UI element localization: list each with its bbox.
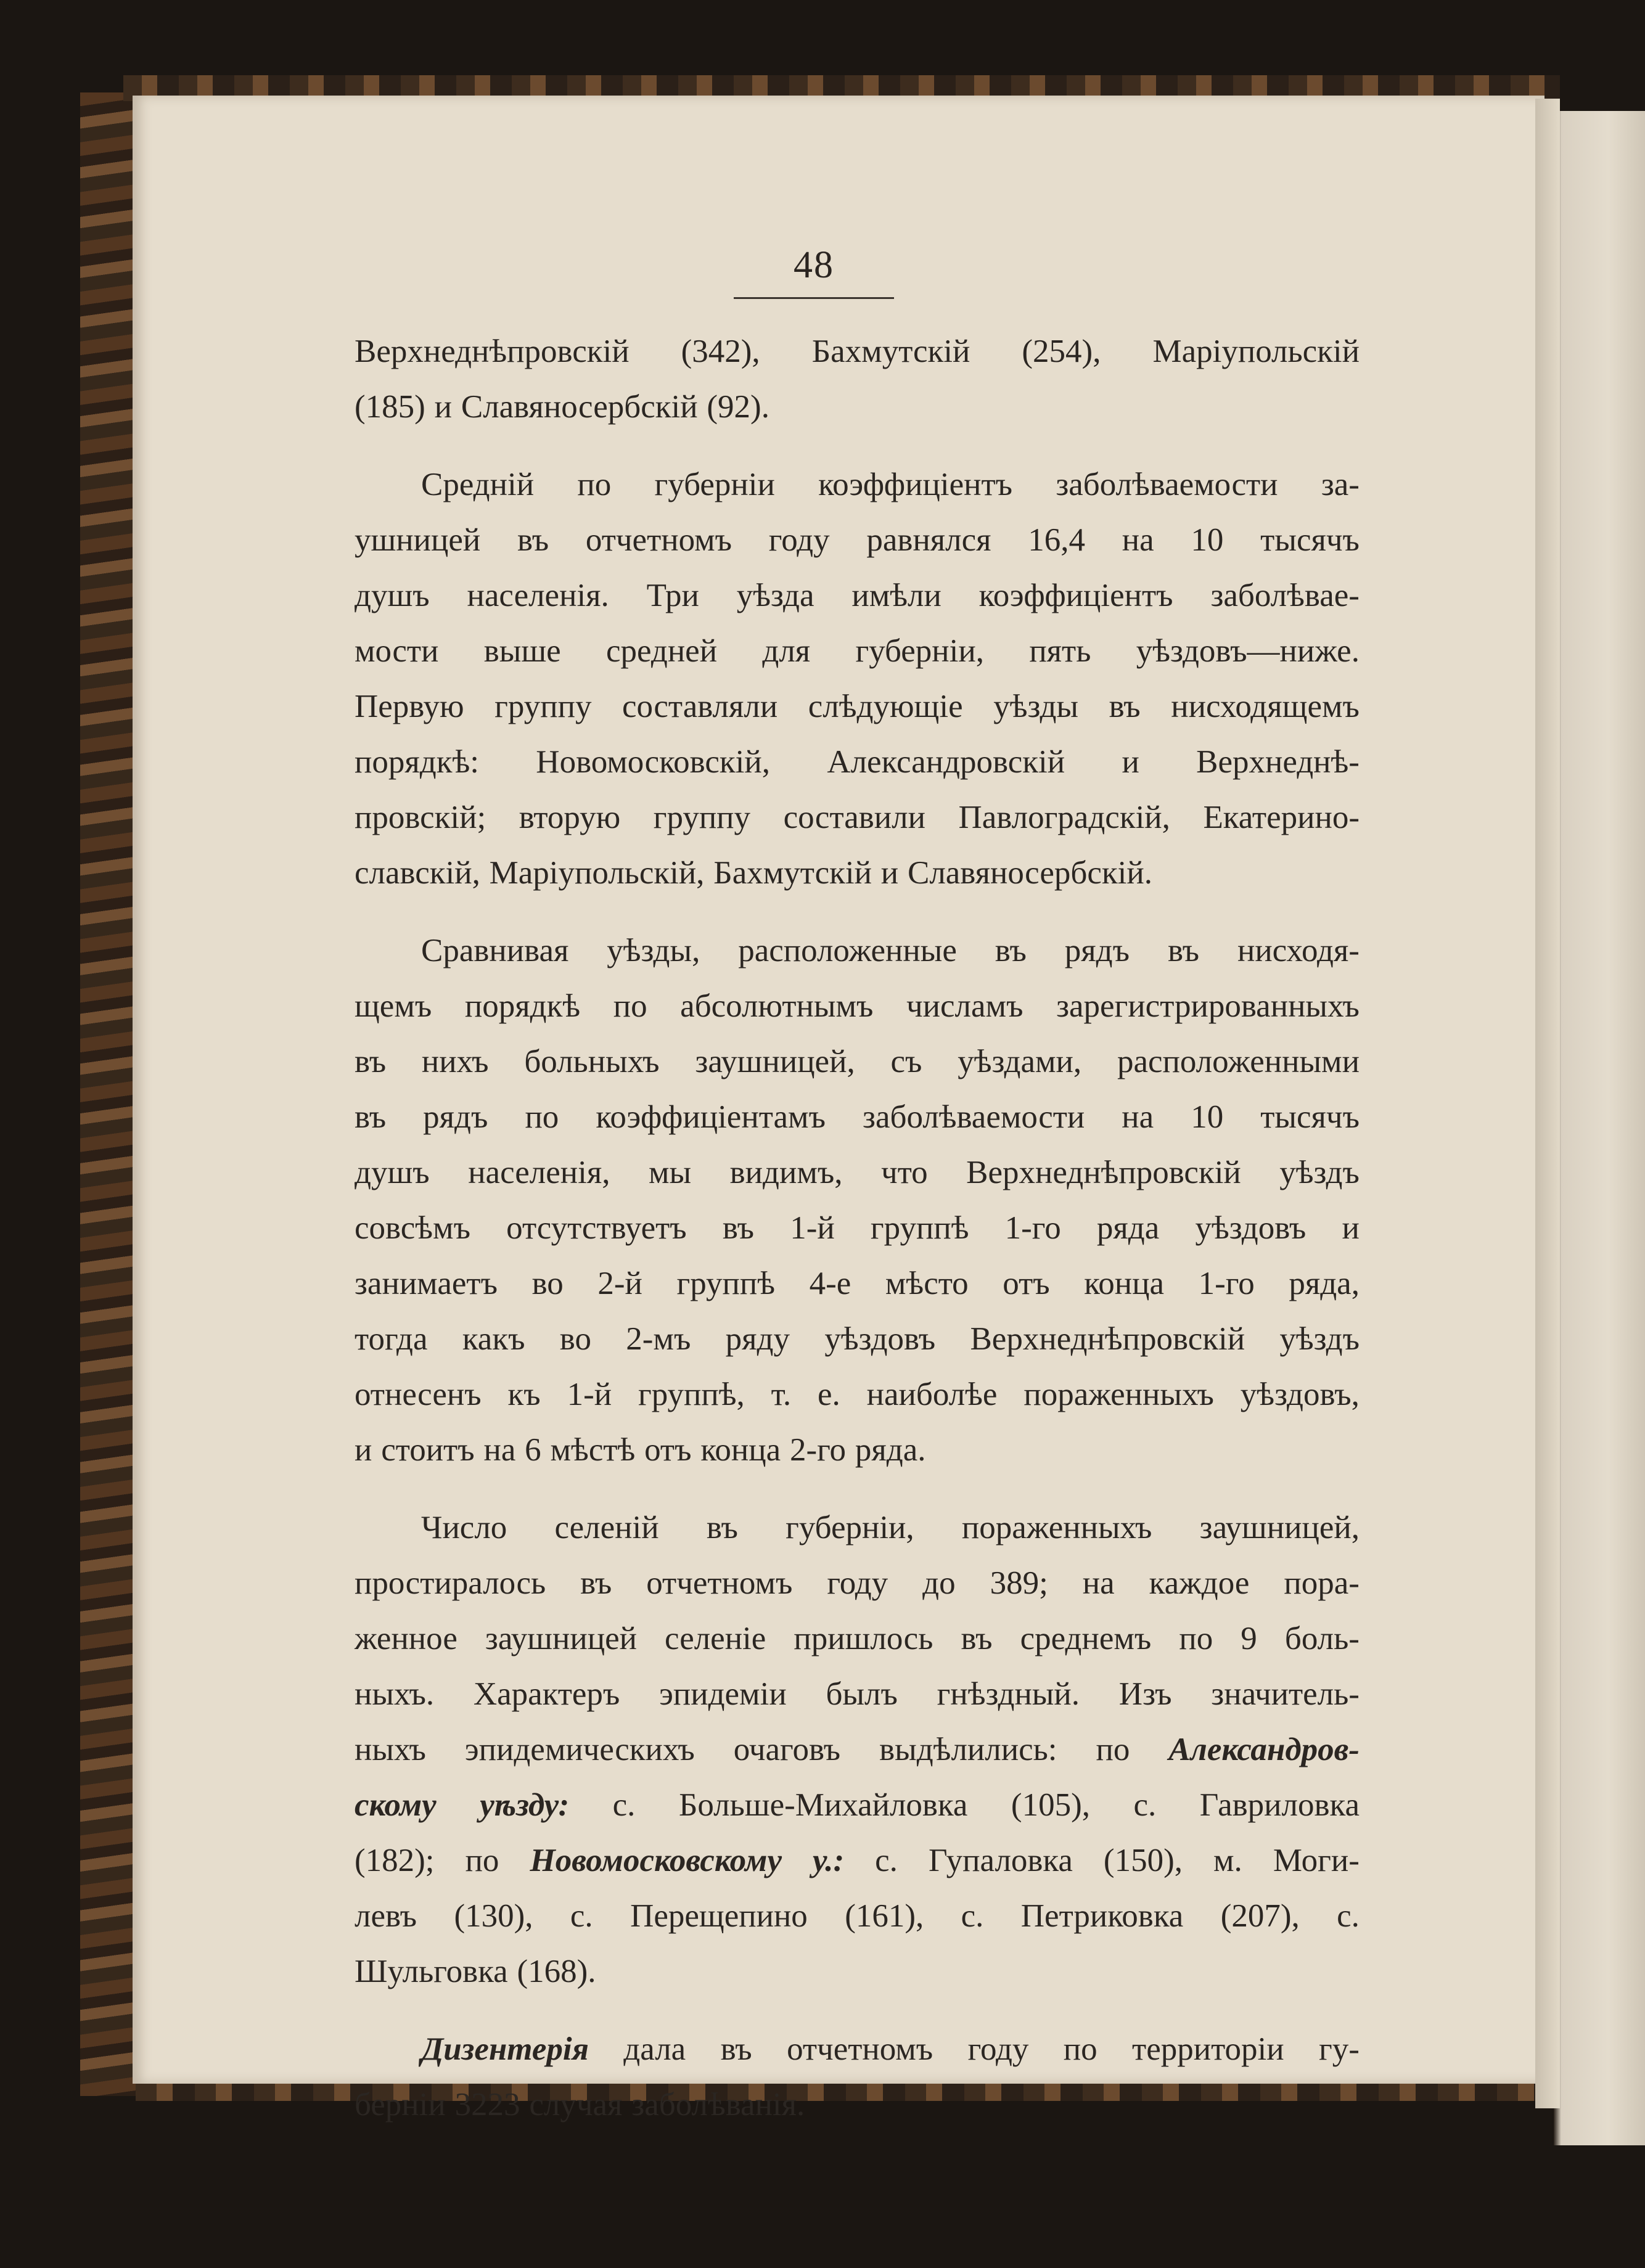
word: 389; [990, 1565, 1048, 1601]
word: въ [706, 1510, 738, 1545]
word: во [559, 1321, 591, 1357]
word: по [1179, 1621, 1213, 1656]
word: отчетномъ [787, 2031, 933, 2067]
word: тысячъ [1260, 522, 1360, 558]
word: во [531, 1266, 564, 1301]
word: т. [771, 1377, 792, 1412]
word: губерніи, [786, 1510, 914, 1545]
word: 2-го [789, 1432, 847, 1468]
text-line [355, 1500, 1360, 1555]
text-line [355, 457, 1360, 512]
word: рядъ [1064, 933, 1130, 968]
word: отсутствуетъ [506, 1210, 687, 1246]
text-line [355, 734, 1360, 790]
text-line [355, 1311, 1360, 1367]
word: нисходя- [1237, 933, 1360, 968]
word: ряда, [1289, 1266, 1360, 1301]
word: наиболѣе [866, 1377, 998, 1412]
word: къ [507, 1377, 541, 1412]
word: занимаетъ [355, 1266, 498, 1301]
word: Славяносербскій. [907, 855, 1152, 891]
word: 1-й [790, 1210, 835, 1246]
word: въ [355, 1099, 387, 1135]
word: на [483, 1432, 516, 1468]
word: отчетномъ [585, 522, 732, 558]
word: выше [483, 633, 561, 669]
word: зарегистрированныхъ [1056, 988, 1360, 1024]
text-line [355, 1777, 1360, 1833]
word: заболѣваемости [863, 1099, 1085, 1135]
word: пять [1029, 633, 1091, 669]
word: уѣздовъ [824, 1321, 936, 1357]
word: ряду [725, 1321, 790, 1357]
word: мы [648, 1155, 692, 1190]
word: Перещепино [630, 1898, 808, 1934]
word: с. [1133, 1787, 1157, 1823]
word: пораженныхъ [1024, 1377, 1214, 1412]
text-line [355, 379, 1360, 435]
word: провскій; [355, 800, 486, 835]
word: гу- [1319, 2031, 1360, 2067]
word: абсолютнымъ [680, 988, 874, 1024]
text-line [355, 623, 1360, 679]
word: заушницей, [1199, 1510, 1360, 1545]
word: уѣздъ [1279, 1155, 1360, 1190]
word: уѣздами, [958, 1044, 1082, 1079]
word: значитель- [1211, 1676, 1360, 1712]
word: въ [580, 1565, 612, 1601]
word: у.: [813, 1843, 845, 1878]
word: боль- [1284, 1621, 1360, 1656]
word: составили [783, 800, 925, 835]
word: въ [720, 2031, 752, 2067]
word: дала [623, 2031, 686, 2067]
text-line [355, 1145, 1360, 1200]
word: вторую [519, 800, 621, 835]
text-line [355, 1666, 1360, 1722]
text-line [355, 978, 1360, 1034]
word: году [827, 1565, 888, 1601]
word: заболѣвае- [1210, 578, 1360, 613]
word: губерніи [654, 467, 775, 502]
word: 4-е [809, 1266, 851, 1301]
word: мѣстѣ [550, 1432, 636, 1468]
text-line [355, 1200, 1360, 1256]
word: душъ [355, 578, 430, 613]
word: с. [612, 1787, 636, 1823]
word: случая [529, 2087, 623, 2123]
word: по [1096, 1732, 1130, 1767]
paragraph-gap [355, 901, 1360, 923]
word: отнесенъ [355, 1377, 482, 1412]
word: что [881, 1155, 928, 1190]
page-number-rule [734, 297, 894, 299]
word: Первую [355, 689, 464, 724]
word: Сравнивая [421, 933, 569, 968]
word: на [1122, 1099, 1154, 1135]
text-line [355, 1722, 1360, 1777]
word: (105), [1011, 1787, 1090, 1823]
word: простиралось [355, 1565, 546, 1601]
word: въ [722, 1210, 755, 1246]
page-body [355, 324, 1360, 2132]
word: заболѣванія. [631, 2087, 805, 2123]
paragraph-gap [355, 1999, 1360, 2021]
word: по [465, 1843, 499, 1878]
word: Бахмутскій [713, 855, 872, 891]
word: Бахмутскій [811, 334, 970, 369]
text-line [355, 679, 1360, 734]
text-line [355, 1256, 1360, 1311]
word: до [922, 1565, 956, 1601]
word: нисходящемъ [1171, 689, 1360, 724]
word: 10 [1191, 522, 1224, 558]
word: въ [1109, 689, 1141, 724]
text-line [355, 1888, 1360, 1944]
word: въ [961, 1621, 993, 1656]
word: населенія, [468, 1155, 610, 1190]
word: Петриковка [1020, 1898, 1184, 1934]
word: пришлось [794, 1621, 933, 1656]
word: группу [494, 689, 592, 724]
word: уѣздъ [1279, 1321, 1360, 1357]
word: тысячъ [1260, 1099, 1360, 1135]
word: уѣзды, [607, 933, 700, 968]
paragraph-gap [355, 1478, 1360, 1500]
word: коэффиціентъ [978, 578, 1173, 613]
word: по [613, 988, 647, 1024]
word: средней [606, 633, 718, 669]
word: и [434, 389, 453, 425]
word: для [762, 633, 811, 669]
word: губерніи, [855, 633, 985, 669]
word: щемъ [355, 988, 432, 1024]
word: среднемъ [1020, 1621, 1152, 1656]
word: Больше-Михайловка [678, 1787, 968, 1823]
word: коэффиціентамъ [596, 1099, 826, 1135]
word: Изъ [1118, 1676, 1172, 1712]
word: Верхнеднѣпровскій [966, 1155, 1241, 1190]
word: Верхнеднѣпровскій [355, 334, 630, 369]
word: по [577, 467, 612, 502]
word: конца [700, 1432, 781, 1468]
word: группѣ [676, 1266, 775, 1301]
word: Павлоградскій, [958, 800, 1170, 835]
word: 2-мъ [626, 1321, 691, 1357]
word: въ [517, 522, 549, 558]
word: (168). [517, 1954, 596, 1989]
word: былъ [826, 1676, 898, 1712]
word: нихъ [421, 1044, 489, 1079]
word: 3223 [454, 2087, 520, 2123]
word: равнялся [866, 522, 991, 558]
word: (130), [454, 1898, 533, 1934]
word: Екатерино- [1203, 800, 1360, 835]
word: группѣ, [638, 1377, 745, 1412]
word: тогда [355, 1321, 428, 1357]
text-line [355, 2077, 1360, 2132]
word: левъ [355, 1898, 417, 1934]
word: ряда [1096, 1210, 1160, 1246]
word: Новомосковскому [530, 1843, 782, 1878]
word: Шульговка [355, 1954, 508, 1989]
word: 10 [1191, 1099, 1224, 1135]
word: Число [421, 1510, 507, 1545]
word: заушницей, [695, 1044, 855, 1079]
word: конца [1084, 1266, 1165, 1301]
word: порядкѣ: [355, 744, 479, 780]
word: на [1082, 1565, 1115, 1601]
word: (185) [355, 389, 425, 425]
word: группѣ [870, 1210, 969, 1246]
word: женное [355, 1621, 457, 1656]
word: какъ [462, 1321, 525, 1357]
text-line [355, 1555, 1360, 1611]
book-edge-left [80, 92, 136, 2096]
word: Новомосковскій, [536, 744, 770, 780]
word: эпидеміи [659, 1676, 787, 1712]
word: с. [875, 1843, 898, 1878]
word: Гупаловка [928, 1843, 1073, 1878]
word: Маріупольскій, [489, 855, 705, 891]
word: въ [1167, 933, 1200, 968]
word: отъ [644, 1432, 692, 1468]
word: на [1122, 522, 1154, 558]
word: пораженныхъ [961, 1510, 1152, 1545]
word: очаговъ [733, 1732, 841, 1767]
word: с. [1337, 1898, 1360, 1934]
word: уѣздовъ [1195, 1210, 1307, 1246]
page-gutter [1535, 99, 1560, 2108]
word: и [355, 1432, 372, 1468]
word: больныхъ [524, 1044, 660, 1079]
word: (92). [707, 389, 769, 425]
word: по [525, 1099, 559, 1135]
word: Маріупольскій [1152, 334, 1360, 369]
word: (254), [1022, 334, 1101, 369]
word: и [1342, 1210, 1360, 1246]
word: уѣзду: [480, 1787, 570, 1823]
word: территоріи [1132, 2031, 1284, 2067]
word: эпидемическихъ [464, 1732, 695, 1767]
text-line [355, 923, 1360, 978]
word: Славяносербскій [461, 389, 698, 425]
facing-page [1554, 111, 1645, 2145]
word: 2-й [597, 1266, 642, 1301]
word: скому [355, 1787, 437, 1823]
word: имѣли [851, 578, 941, 613]
paragraph-gap [355, 435, 1360, 457]
word: Три [646, 578, 699, 613]
word: е. [818, 1377, 840, 1412]
word: отъ [1003, 1266, 1050, 1301]
word: Александровскій [827, 744, 1065, 780]
text-line [355, 324, 1360, 379]
word: Характеръ [473, 1676, 620, 1712]
word: Дизентерія [421, 2031, 589, 2067]
word: расположенные [738, 933, 957, 968]
page-number: 48 [794, 244, 834, 286]
text-line [355, 845, 1360, 901]
word: году [967, 2031, 1029, 2067]
word: (342), [681, 334, 760, 369]
word: м. [1213, 1843, 1242, 1878]
word: 9 [1241, 1621, 1257, 1656]
word: ныхъ [355, 1732, 426, 1767]
word: 1-й [567, 1377, 612, 1412]
word: выдѣлились: [879, 1732, 1057, 1767]
word: составляли [622, 689, 778, 724]
word: селеній [554, 1510, 659, 1545]
word: видимъ, [729, 1155, 843, 1190]
word: Александров- [1168, 1732, 1360, 1767]
word: за- [1321, 467, 1360, 502]
word: уѣздовъ, [1240, 1377, 1360, 1412]
word: отчетномъ [646, 1565, 793, 1601]
text-line [355, 512, 1360, 568]
text-line [355, 2021, 1360, 2077]
word: Верхнеднѣ- [1196, 744, 1360, 780]
word: уѣздовъ—ниже. [1136, 633, 1360, 669]
word: числамъ [906, 988, 1024, 1024]
word: (161), [845, 1898, 924, 1934]
word: каждое [1149, 1565, 1250, 1601]
word: Моги- [1273, 1843, 1360, 1878]
word: ныхъ. [355, 1676, 435, 1712]
word: мѣсто [885, 1266, 969, 1301]
word: стоитъ [381, 1432, 475, 1468]
text-line [355, 790, 1360, 845]
text-line [355, 1944, 1360, 1999]
word: берніи [355, 2087, 446, 2123]
word: гнѣздный. [937, 1676, 1080, 1712]
word: и [1122, 744, 1139, 780]
word: селеніе [665, 1621, 766, 1656]
word: (207), [1220, 1898, 1300, 1934]
word: населенія. [467, 578, 609, 613]
word: Среднiй [421, 467, 535, 502]
word: въ [995, 933, 1027, 968]
word: 6 [525, 1432, 541, 1468]
word: с. [570, 1898, 593, 1934]
word: порядкѣ [464, 988, 581, 1024]
word: году [768, 522, 830, 558]
word: уѣзды [993, 689, 1079, 724]
text-line [355, 1611, 1360, 1666]
word: совсѣмъ [355, 1210, 470, 1246]
text-line [355, 1367, 1360, 1422]
word: душъ [355, 1155, 430, 1190]
word: коэффиціентъ [818, 467, 1013, 502]
word: группу [653, 800, 751, 835]
word: съ [890, 1044, 922, 1079]
word: и [880, 855, 899, 891]
text-line [355, 1089, 1360, 1145]
text-line [355, 1833, 1360, 1888]
text-line [355, 568, 1360, 623]
text-line [355, 1422, 1360, 1478]
word: по [1063, 2031, 1097, 2067]
word: заболѣваемости [1056, 467, 1278, 502]
word: 1-го [1004, 1210, 1061, 1246]
word: ушницей [355, 522, 481, 558]
word: (182); [355, 1843, 435, 1878]
word: слѣдующіе [808, 689, 963, 724]
word: заушницей [485, 1621, 637, 1656]
word: въ [355, 1044, 387, 1079]
word: рядъ [423, 1099, 488, 1135]
word: 1-го [1198, 1266, 1255, 1301]
word: ряда. [855, 1432, 926, 1468]
text-line [355, 1034, 1360, 1089]
word: (150), [1103, 1843, 1183, 1878]
word: 16,4 [1028, 522, 1086, 558]
word: мости [355, 633, 439, 669]
word: славскій, [355, 855, 480, 891]
word: пора- [1284, 1565, 1360, 1601]
word: уѣзда [736, 578, 814, 613]
word: Гавриловка [1199, 1787, 1360, 1823]
word: с. [961, 1898, 984, 1934]
word: расположенными [1117, 1044, 1360, 1079]
word: Верхнеднѣпровскій [970, 1321, 1245, 1357]
